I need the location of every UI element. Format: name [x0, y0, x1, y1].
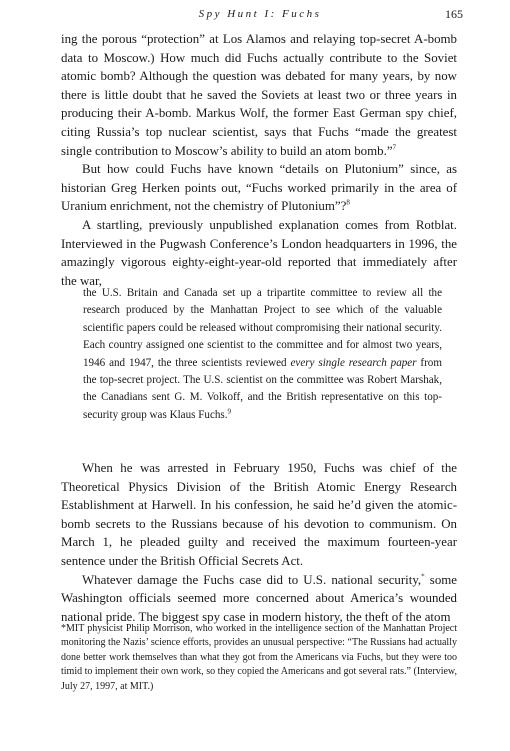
paragraph-text: But how could Fuchs have known “details on Plutonium” since, as historian Greg Herken points out, “Fuchs worked primarily in the area of Uranium enrichment, not the chemistry of Plutonium”? — [61, 162, 457, 214]
paragraph — [61, 216, 457, 290]
paragraph — [61, 160, 457, 216]
quote-text: from the top-secret project. The U.S. scientist on the committee was Robert Marshak, the Canadians sent G. M. Volkoff, and the British representative on this top-security group was Klaus Fuchs. — [83, 356, 442, 421]
paragraph — [61, 459, 457, 571]
note-reference: 8 — [346, 199, 350, 208]
footnote-marker: * — [421, 572, 425, 581]
paragraph-text: When he was arrested in February 1950, Fuchs was chief of the Theoretical Physics Division of the British Atomic Energy Research Establishment at Harwell. In his confession, he said he’d given the atomic-bomb secrets to the Russians because of his devotion to communism. On March 1, he pleaded guilty and received the maximum fourteen-year sentence under the British Official Secrets Act. — [61, 461, 457, 568]
paragraph-text: ing the porous “protection” at Los Alamos and relaying top-secret A-bomb data to Moscow.) How much did Fuchs actually contribute to the Soviet atomic bomb? Although the question was debated for many years, by now there is little doubt that he saved the Soviets at least two or three years in producing their A-bomb. Markus Wolf, the former East German spy chief, citing Russia’s top nuclear scientist, says that Fuchs “made the greatest single contribution to Moscow’s ability to build an atom bomb.” — [61, 32, 457, 158]
paragraph-text: some Washington officials seemed more concerned about America’s wounded national pride. The biggest spy case in modern history, the theft of the atom — [61, 572, 458, 624]
note-reference: 9 — [227, 407, 232, 416]
footnote — [61, 622, 457, 694]
footnote-text: *MIT physicist Philip Morrison, who worked in the intelligence section of the Manhattan Project monitoring the Nazis’ science efforts, provides an unusual perspective: “The Russians had actually done better work themselves than what they got from the Americans via Fuchs, but they were too timid to implement their own work, so they copied the Americans and got several rats.” (Interview, July 27, 1997, at MIT.) — [61, 623, 457, 692]
paragraph-text: Whatever damage the Fuchs case did to U.S. national security, — [82, 572, 422, 587]
paragraph — [61, 571, 457, 627]
running-head — [60, 6, 463, 24]
page-number: 165 — [445, 7, 463, 21]
block-quote — [83, 285, 442, 424]
quote-paragraph — [83, 285, 442, 424]
paragraph-continued — [61, 30, 457, 160]
paragraph-text: A startling, previously unpublished explanation comes from Rotblat. Interviewed in the Pugwash Conference’s London headquarters in 1996, the amazingly vigorous eighty-eight-year-old reported that immediately after the war, — [61, 217, 457, 288]
body-text-top — [61, 30, 457, 290]
quote-emphasis: every single research paper — [290, 356, 417, 369]
quote-text: the U.S. Britain and Canada set up a tripartite committee to review all the research produced by the Manhattan Project to see which of the valuable scientific papers could be released without compromising their national security. Each country assigned one scientist to the committee and for almost two years, 1946 and 1947, the three scientists reviewed — [83, 287, 442, 369]
body-text-bottom — [61, 459, 457, 626]
running-title: Spy Hunt I: Fuchs — [198, 8, 322, 20]
note-reference: 7 — [392, 143, 397, 152]
